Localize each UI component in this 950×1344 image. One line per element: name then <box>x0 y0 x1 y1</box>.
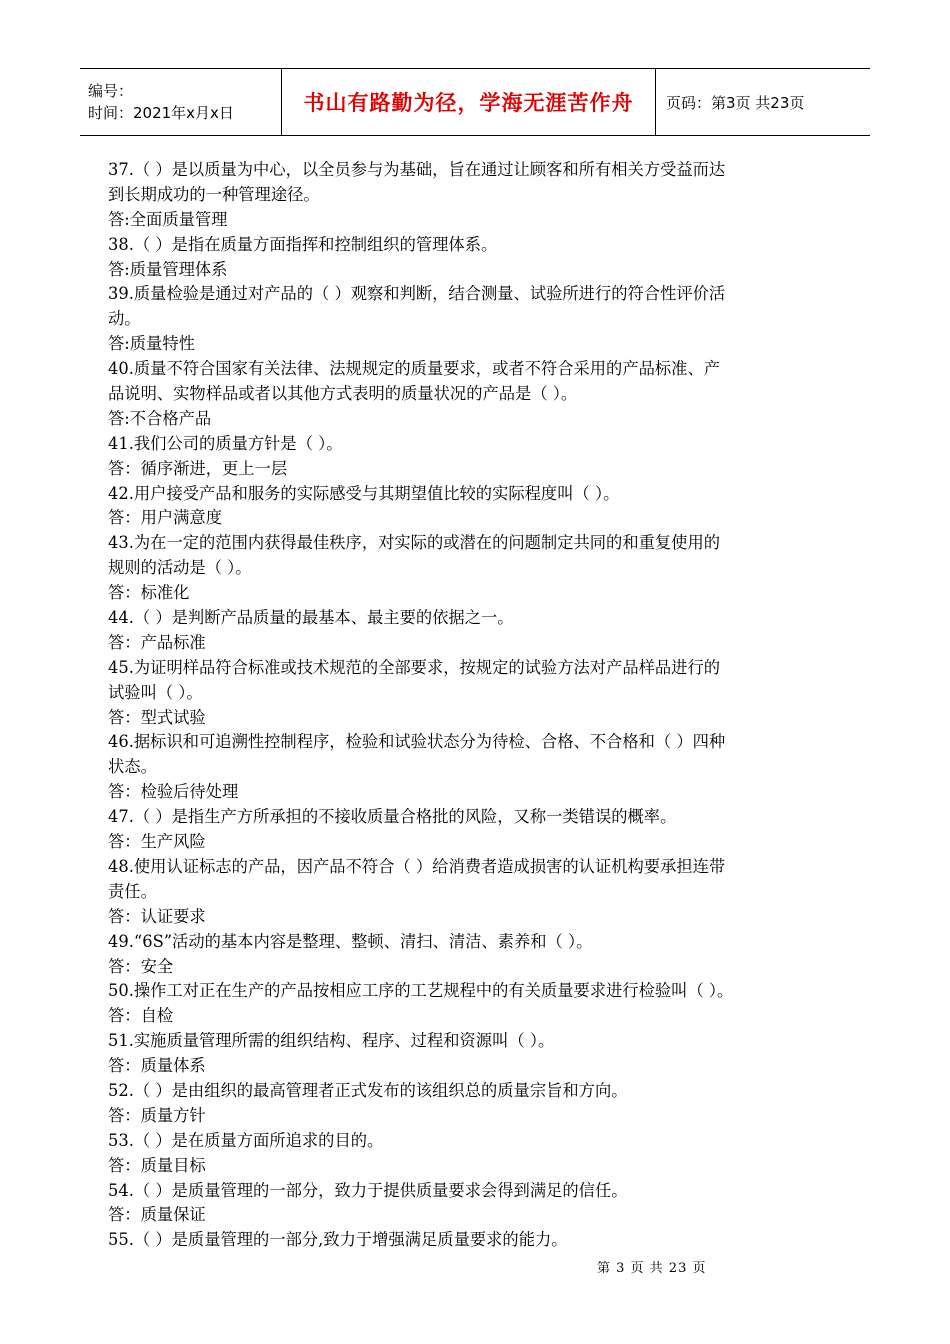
body-text-line: 41.我们公司的质量方针是（ ）。 <box>108 433 343 453</box>
body-text-line: 答：型式试验 <box>108 707 206 727</box>
body-text-line: 37.（ ）是以质量为中心，以全员参与为基础，旨在通过让顾客和所有相关方受益而达 <box>108 160 726 179</box>
body-text-line: 42.用户接受产品和服务的实际感受与其期望值比较的实际程度叫（ ）。 <box>108 483 620 503</box>
body-text-line: 54.（ ）是质量管理的一部分，致力于提供质量要求会得到满足的信任。 <box>108 1180 628 1200</box>
body-text-line: 39.质量检验是通过对产品的（ ）观察和判断，结合测量、试验所进行的符合性评价活 <box>108 284 726 304</box>
document-number-label: 编号： <box>88 82 134 100</box>
body-text-line: 答：循序渐进，更上一层 <box>108 458 288 478</box>
body-text-line: 答：产品标准 <box>108 632 206 652</box>
body-text-line: 品说明、实物样品或者以其他方式表明的质量状况的产品是（ ）。 <box>108 384 578 404</box>
body-text-line: 到长期成功的一种管理途径。 <box>108 184 320 204</box>
header-page-label: 页码：第3页 共23页 <box>666 93 805 112</box>
body-text-line: 答：质量体系 <box>108 1056 206 1076</box>
body-text-line: 答：检验后待处理 <box>108 782 239 802</box>
body-text-line: 48.使用认证标志的产品，因产品不符合（ ）给消费者造成损害的认证机构要承担连带 <box>108 856 726 876</box>
body-text-line: 责任。 <box>108 881 157 901</box>
body-text-line: 46.据标识和可追溯性控制程序，检验和试验状态分为待检、合格、不合格和（ ）四种 <box>108 732 726 752</box>
body-text-line: 答：认证要求 <box>108 906 206 926</box>
body-text-line: 40.质量不符合国家有关法律、法规规定的质量要求，或者不符合采用的产品标准、产 <box>108 359 721 379</box>
body-text-line: 49.“6S”活动的基本内容是整理、整顿、清扫、清洁、素养和（ ）。 <box>108 931 593 951</box>
body-text-line: 答:质量管理体系 <box>108 259 228 279</box>
body-text-line: 44.（ ）是判断产品质量的最基本、最主要的依据之一。 <box>108 608 514 628</box>
body-text-line: 47.（ ）是指生产方所承担的不接收质量合格批的风险，又称一类错误的概率。 <box>108 807 677 827</box>
header-meta-cell <box>80 69 282 135</box>
body-text-line: 38.（ ）是指在质量方面指挥和控制组织的管理体系。 <box>108 234 498 254</box>
body-text-line: 55.（ ）是质量管理的一部分,致力于增强满足质量要求的能力。 <box>108 1230 568 1250</box>
body-text-line: 动。 <box>108 309 141 329</box>
body-text-line: 答：标准化 <box>108 583 190 603</box>
body-text-line: 43.为在一定的范围内获得最佳秩序，对实际的或潜在的问题制定共同的和重复使用的 <box>108 533 721 553</box>
page-footer: 第 3 页 共 23 页 <box>597 1261 707 1276</box>
body-text-line: 答:全面质量管理 <box>108 209 228 229</box>
body-text-line: 答:质量特性 <box>108 334 195 354</box>
document-body <box>108 158 848 1253</box>
body-text-line: 答：安全 <box>108 956 174 976</box>
body-text-line: 答:不合格产品 <box>108 408 212 428</box>
body-text-line: 答：用户满意度 <box>108 508 222 528</box>
body-text-line: 53.（ ）是在质量方面所追求的目的。 <box>108 1130 384 1150</box>
document-header <box>80 68 870 136</box>
body-text-line: 规则的活动是（ ）。 <box>108 558 252 578</box>
body-text-line: 51.实施质量管理所需的组织结构、程序、过程和资源叫（ ）。 <box>108 1031 555 1051</box>
document-date-label: 时间：2021年x月x日 <box>88 104 234 122</box>
body-text-line: 答：质量保证 <box>108 1205 206 1225</box>
body-text-line: 答：生产风险 <box>108 832 206 852</box>
body-text-line: 答：质量目标 <box>108 1155 206 1175</box>
header-motto: 书山有路勤为径，学海无涯苦作舟 <box>282 69 656 135</box>
body-text-line: 50.操作工对正在生产的产品按相应工序的工艺规程中的有关质量要求进行检验叫（ ）。 <box>108 981 734 1001</box>
body-text-line: 状态。 <box>108 757 157 777</box>
body-text-line: 试验叫（ ）。 <box>108 682 203 702</box>
body-text-line: 45.为证明样品符合标准或技术规范的全部要求，按规定的试验方法对产品样品进行的 <box>108 657 721 677</box>
body-text-line: 答：质量方针 <box>108 1105 206 1125</box>
body-text-line: 52.（ ）是由组织的最高管理者正式发布的该组织总的质量宗旨和方向。 <box>108 1080 628 1100</box>
body-text-line: 答：自检 <box>108 1006 174 1026</box>
